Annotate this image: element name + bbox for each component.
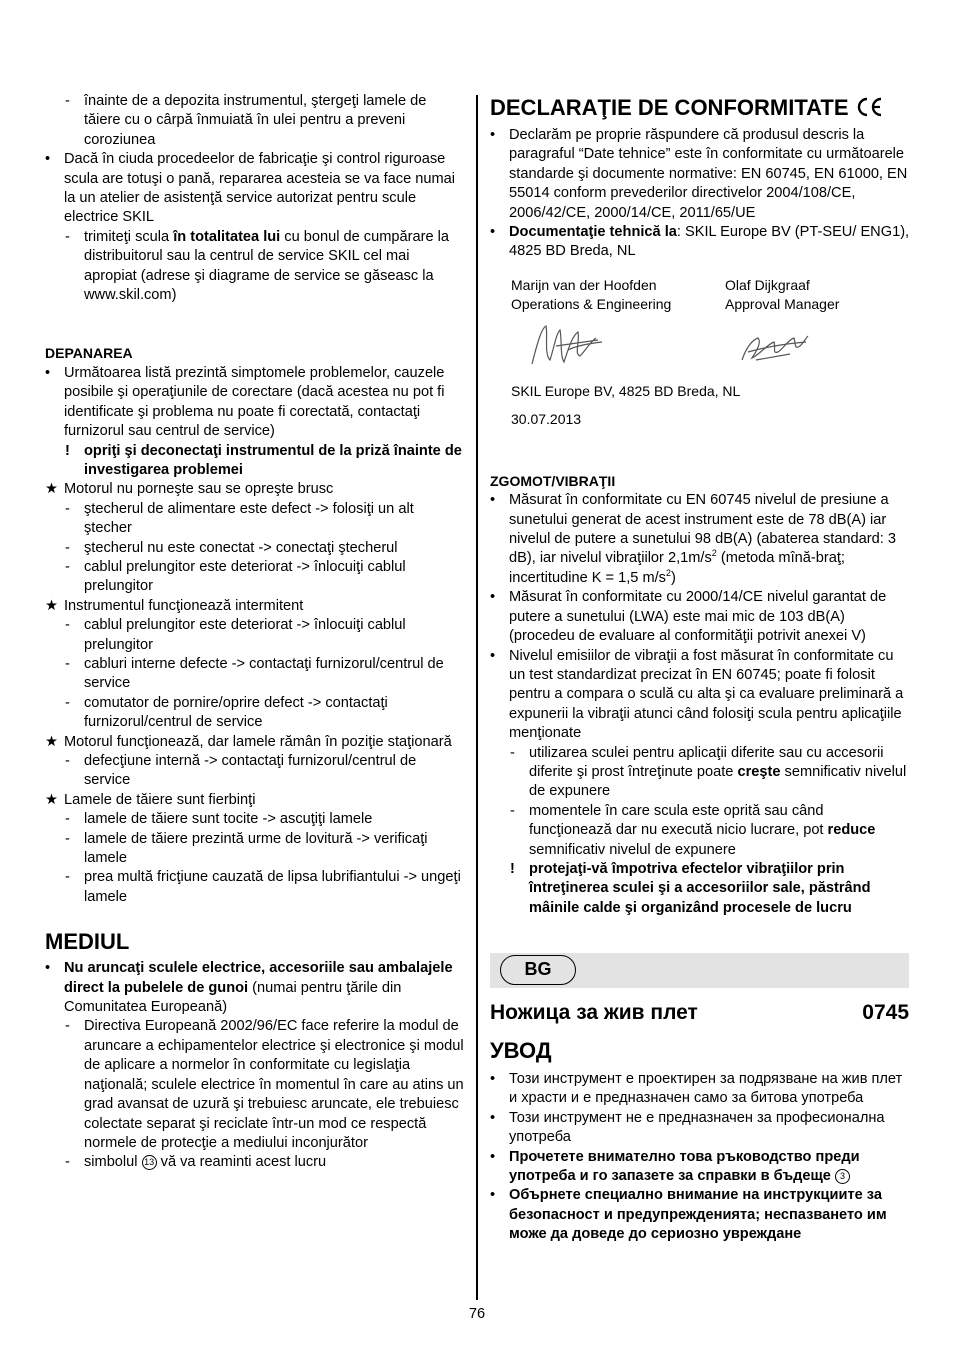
symptom-item: ★ Lamele de tăiere sunt fierbinţi [45, 791, 256, 808]
signature-block [490, 262, 910, 472]
symbol-13-icon: 13 [142, 1155, 157, 1170]
signature-2-icon [738, 330, 812, 368]
list-item: - cablul prelungitor este deteriorat -> înlocuiţi cablul prelungitor [65, 617, 406, 653]
list-item: • Този инструмент не е предназначен за професионална употреба [490, 1109, 885, 1146]
product-name: Ножица за жив плет [490, 1001, 698, 1024]
symptom-item: ★ Instrumentul funcţionează intermitent [45, 597, 304, 614]
list-item: - trimiteţi scula în totalitatea lui cu bonul de cumpărare la distribuitorul sau la centrul de service SKIL cel mai apropiat (adrese şi diagrame de service se găseasc la www.skil.com) [65, 228, 449, 304]
ce-mark-icon [855, 97, 883, 117]
list-item: - lamele de tăiere sunt tocite -> ascuţiţi lamele [65, 811, 373, 828]
symptom-item: ★ Motorul funcţionează, dar lamele rămân în poziţie staţionară [45, 733, 452, 750]
list-item: • Măsurat în conformitate cu 2000/14/CE nivelul garantat de putere a sunetului (LWA) este mai mic de 103 dB(A) (procedeu de evaluare al conformităţii potrivit anexei V) [490, 589, 887, 645]
signer-2-name: Olaf Dijkgraaf [725, 276, 810, 293]
language-badge: BG [500, 955, 576, 985]
list-item: • Този инструмент е проектирен за подрязване на жив плет и храсти и е предназначен само за битова употреба [490, 1071, 903, 1107]
list-item: • Прочетете внимателно това ръководство преди употреба и го запазете за справки в бъдеще 3 [490, 1148, 860, 1185]
list-item: • Declarăm pe proprie răspundere că produsul descris la paragraful “Date tehnice” este în conformitate cu următoarele standarde şi documente normative: EN 60745, EN 61000, EN 55014 conform prevederilor directivelor 2004/108/CE, 2006/42/CE, 2000/14/CE, 2011/65/UE [490, 127, 908, 221]
list-item: • Următoarea listă prezintă simptomele problemelor, cauzele posibile şi operaţiunile de corectare (dacă acestea nu pot fi identificate şi problema nu poate fi corectată, contactaţi furnizorul sau centrul de service) [45, 364, 445, 440]
signer-2-role: Approval Manager [725, 295, 840, 312]
bg-intro-list [490, 1070, 910, 1245]
list-item: - defecţiune internă -> contactaţi furnizorul/centrul de service [65, 753, 417, 789]
list-item: - comutator de pornire/oprire defect -> contactaţi furnizorul/centrul de service [65, 694, 388, 731]
list-item: • Nivelul emisiilor de vibraţii a fost măsurat în conformitate cu un test standardizat precizat în EN 60745; poate fi folosit pentru a compara o sculă cu alta şi ca evaluare preliminară a expunerii la vibraţii atunci când folosiţi scula pentru aplicaţiile menţionate [490, 647, 904, 742]
column-divider [476, 95, 478, 1300]
symptom-item: ★ Motorul nu porneşte sau se opreşte brusc [45, 481, 334, 498]
list-item: • Обърнете специално внимание на инструкциите за безопасност и предупрежденията; неспазването им може да доведе до сериозно увреждане [490, 1187, 887, 1243]
product-title [490, 1000, 909, 1026]
warning-item: ! protejaţi-vă împotriva efectelor vibraţiilor prin întreţinerea sculei şi a accesoriilor sale, păstrând mâinile calde şi organizând procesele de lucru [510, 860, 871, 916]
list-item: - lamele de tăiere prezintă urme de lovitură -> verificaţi lamele [65, 830, 428, 867]
declaration-date: 30.07.2013 [511, 410, 582, 427]
list-item: • Documentaţie tehnică la: SKIL Europe BV (PT-SEU/ ENG1), 4825 BD Breda, NL [490, 224, 910, 260]
section-title-uvod: УВОД [490, 1038, 552, 1063]
list-item: - momentele în care scula este oprită sau când funcţionează dar nu execută nicio lucrare, pot reduce semnificativ nivelul de expunere [510, 802, 876, 858]
list-item: • Nu aruncaţi sculele electrice, accesoriile sau ambalajele direct la pubelele de gunoi (numai pentru ţările din Comunitatea Europeană) [45, 960, 453, 1016]
list-item: • Dacă în ciuda procedeelor de fabricaţie şi control riguroase scula are totuşi o pană, repararea acesteia se va face numai la un atelier de asistenţă service autorizat pentru scule electrice SKIL [45, 151, 456, 226]
left-column [45, 92, 465, 1173]
section-title-depanarea: DEPANAREA [45, 345, 133, 362]
list-item: - cabluri interne defecte -> contactaţi furnizorul/centrul de service [65, 655, 444, 692]
signer-1-role: Operations & Engineering [511, 295, 672, 312]
page-number: 76 [468, 1306, 486, 1322]
product-model: 0745 [862, 1001, 909, 1024]
list-item: - ştecherul nu este conectat -> conectaţi ştecherul [65, 539, 398, 556]
right-column [490, 92, 910, 918]
symbol-3-icon: 3 [835, 1169, 850, 1184]
section-title-mediul: MEDIUL [45, 929, 130, 955]
list-item: - simbolul 13 vă va reaminti acest lucru [65, 1154, 327, 1171]
section-title-zgomot: ZGOMOT/VIBRAŢII [490, 472, 616, 489]
warning-item: ! opriţi şi deconectaţi instrumentul de la priză înainte de investigarea problemei [65, 442, 462, 478]
list-item: - utilizarea sculei pentru aplicaţii diferite sau cu accesorii diferite şi prost întreţinute poate creşte semnificativ nivelul de expunere [510, 744, 907, 800]
list-item: - ştecherul de alimentare este defect -> folosiţi un alt ştecher [65, 500, 414, 537]
list-item: - înainte de a depozita instrumentul, ştergeţi lamele de tăiere cu o cârpă înmuiată în ulei pentru a preveni coroziunea [65, 93, 427, 148]
company-address: SKIL Europe BV, 4825 BD Breda, NL [511, 382, 741, 399]
signer-1-name: Marijn van der Hoofden [511, 276, 657, 293]
list-item: - prea multă fricţiune cauzată de lipsa lubrifiantului -> ungeţi lamele [65, 869, 461, 905]
section-title-declaratie: DECLARAŢIE DE CONFORMITATE [490, 95, 910, 121]
signature-1-icon [528, 320, 608, 372]
list-item: • Măsurat în conformitate cu EN 60745 nivelul de presiune a sunetului generat de acest instrument este de 78 dB(A) iar nivelul de putere a sunetului 98 dB(A) (abaterea standard: 3 dB), iar nivelul vibraţiilor $2,1m/s^2$ (metoda mînă-braţ; incertitudine K = 1,5 $m/s^2$) [490, 492, 896, 586]
list-item: - cablul prelungitor este deteriorat -> înlocuiţi cablul prelungitor [65, 558, 406, 595]
list-item: - Directiva Europeană 2002/96/EC face referire la modul de aruncare a echipamentelor electrice şi electronice şi modul de aplicare a normelor în conformitate cu legislaţia naţională; sculele electrice în momentul în care au atins un grad avansat de uzură şi trebuiesc aruncate, ele trebuiesc colectate separat şi reciclate într-un mod ce respectă normele de protecţie a mediului inconjurător [65, 1018, 464, 1151]
